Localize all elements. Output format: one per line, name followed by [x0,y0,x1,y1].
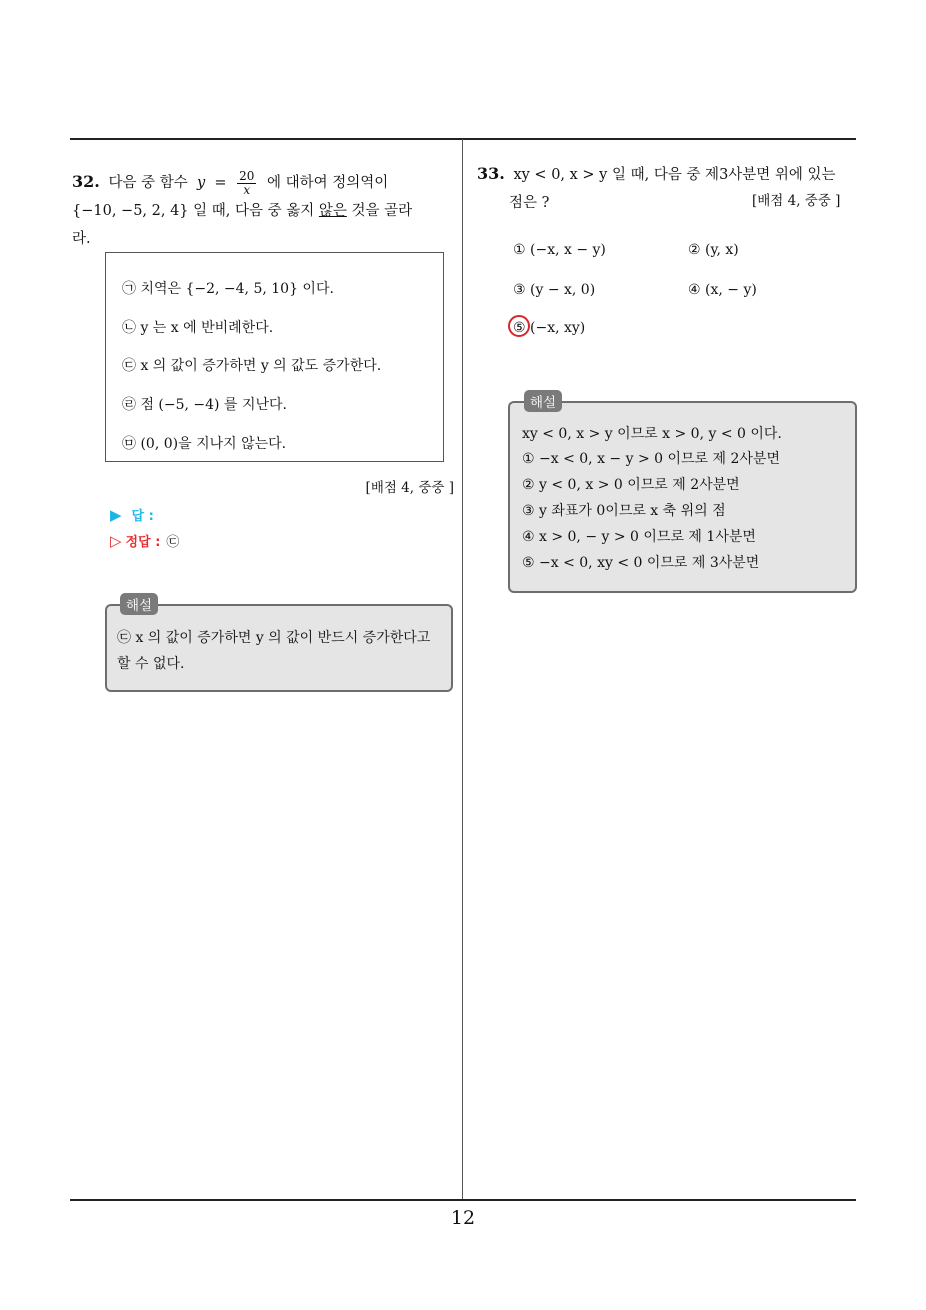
play-triangle-icon: ▶ [110,506,122,524]
correct-answer-label: 정답 : [125,535,161,550]
question-stem: 점은 ? [509,195,550,211]
math-equals: = [214,175,227,191]
correct-answer-value: ㉢ [166,535,180,550]
solution-line: ② y < 0, x > 0 이므로 제 2사분면 [522,477,740,493]
question-number: 32. [72,172,100,191]
points-label: [배점 4, 중중 ] [365,480,454,496]
option-4[interactable]: ④ (x, − y) [688,282,757,298]
statement-item: ㉢ x 의 값이 증가하면 y 의 값도 증가한다. [122,358,382,374]
solution-line: ④ x > 0, − y > 0 이므로 제 1사분면 [522,529,756,545]
option-5[interactable]: ⑤ (−x, xy) [513,320,586,336]
solution-line: ⑤ −x < 0, xy < 0 이므로 제 3사분면 [522,555,760,571]
fraction-denominator: x [243,182,251,197]
outline-triangle-icon: ▷ [110,532,122,550]
option-3[interactable]: ③ (y − x, 0) [513,282,596,298]
underlined-word: 않은 [318,203,347,219]
statement-box [105,252,444,462]
statement-item: ㉡ y 는 x 에 반비례한다. [122,320,274,336]
points-label: [배점 4, 중중 ] [752,193,841,209]
option-1[interactable]: ① (−x, x − y) [513,242,606,258]
solution-line: ① −x < 0, x − y > 0 이므로 제 2사분면 [522,451,780,467]
answer-label: 답 : [131,509,154,524]
correct-answer-row [110,531,179,550]
solution-box [105,604,453,692]
fraction [237,170,256,197]
solution-text: ㉢ x 의 값이 증가하면 y 의 값이 반드시 증가한다고 할 수 없다. [117,630,431,672]
statement-item: ㉤ (0, 0)을 지나지 않는다. [122,436,287,452]
bottom-rule [70,1199,856,1201]
question-32 [72,168,457,253]
column-divider [462,139,463,1200]
option-2[interactable]: ② (y, x) [688,242,739,258]
statement-item: ㉠ 치역은 {−2, −4, 5, 10} 이다. [122,281,334,297]
question-number: 33. [477,164,505,183]
solution-line: ③ y 좌표가 0이므로 x 축 위의 점 [522,503,726,519]
selected-answer-circle-icon [508,315,530,337]
solution-tag: 해설 [120,593,158,615]
solution-tag: 해설 [524,390,562,412]
page-number: 12 [450,1207,476,1229]
statement-item: ㉣ 점 (−5, −4) 를 지난다. [122,397,287,413]
question-stem: 것을 골라 [351,203,413,219]
domain-set: {−10, −5, 2, 4} [72,203,189,219]
question-stem: 일 때, 다음 중 옳지 [193,203,315,219]
solution-box [508,401,857,593]
question-stem: 에 대하여 정의역이 [267,175,389,191]
solution-line: xy < 0, x > y 이므로 x > 0, y < 0 이다. [522,426,782,442]
top-rule [70,138,856,140]
answer-row [110,505,154,524]
question-stem: 라. [72,231,91,247]
question-stem: xy < 0, x > y 일 때, 다음 중 제3사분면 위에 있는 [513,167,836,183]
fraction-numerator: 20 [239,168,255,183]
question-stem: 다음 중 함수 [108,175,188,191]
math-y: y [196,175,206,191]
